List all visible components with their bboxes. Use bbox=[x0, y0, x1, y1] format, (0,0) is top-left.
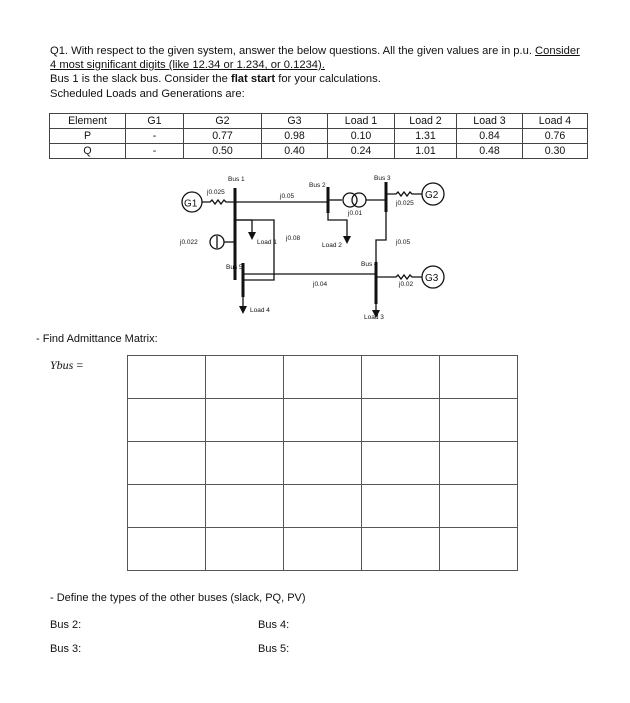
matrix-cell[interactable] bbox=[362, 442, 440, 485]
bus-4-type-label: Bus 4: bbox=[258, 619, 290, 631]
transformer-winding-2 bbox=[352, 193, 366, 207]
schedule-table bbox=[49, 113, 588, 159]
matrix-cell[interactable] bbox=[362, 528, 440, 571]
matrix-cell[interactable] bbox=[128, 485, 206, 528]
table-header: G3 bbox=[262, 114, 328, 129]
question-line-1-text: Q1. With respect to the given system, answer the below questions. All the given values are in p.u. bbox=[50, 45, 536, 57]
table-cell: 0.50 bbox=[184, 144, 262, 159]
matrix-cell[interactable] bbox=[362, 399, 440, 442]
schedule-row-p bbox=[50, 129, 588, 144]
g1-label: G1 bbox=[184, 198, 198, 210]
load-3-label: Load 3 bbox=[364, 314, 384, 320]
table-cell: 0.77 bbox=[184, 129, 262, 144]
matrix-cell[interactable] bbox=[440, 485, 518, 528]
g3-label: G3 bbox=[425, 273, 439, 284]
z-g2-label: j0.025 bbox=[396, 200, 414, 207]
z-g3-label: j0.02 bbox=[399, 281, 414, 288]
matrix-cell[interactable] bbox=[206, 399, 284, 442]
find-admittance-label: - Find Admittance Matrix: bbox=[36, 333, 158, 345]
table-cell: 0.98 bbox=[262, 129, 328, 144]
question-line-3 bbox=[50, 72, 381, 86]
bus-1-label: Bus 1 bbox=[228, 176, 245, 183]
matrix-row bbox=[128, 356, 518, 399]
question-line-1 bbox=[50, 44, 580, 58]
matrix-cell[interactable] bbox=[128, 399, 206, 442]
ybus-matrix-grid bbox=[127, 355, 518, 571]
matrix-cell[interactable] bbox=[362, 485, 440, 528]
bus-3-type-label: Bus 3: bbox=[50, 643, 82, 655]
matrix-cell[interactable] bbox=[440, 356, 518, 399]
matrix-cell[interactable] bbox=[284, 356, 362, 399]
matrix-row bbox=[128, 442, 518, 485]
line-bus1-bus5 bbox=[235, 220, 274, 280]
table-cell: 1.01 bbox=[395, 144, 457, 159]
g1-reactance-symbol bbox=[202, 200, 235, 204]
load-2-label: Load 2 bbox=[322, 242, 342, 249]
matrix-cell[interactable] bbox=[440, 442, 518, 485]
one-line-diagram bbox=[170, 170, 470, 320]
question-line-4: Scheduled Loads and Generations are: bbox=[50, 88, 245, 100]
matrix-cell[interactable] bbox=[362, 356, 440, 399]
table-cell: 1.31 bbox=[395, 129, 457, 144]
bus-3-label: Bus 3 bbox=[374, 175, 391, 182]
z-transformer-label: j0.01 bbox=[348, 210, 363, 217]
table-header: G1 bbox=[126, 114, 184, 129]
bus-5-type-label: Bus 5: bbox=[258, 643, 290, 655]
define-types-label: - Define the types of the other buses (slack, PQ, PV) bbox=[50, 592, 306, 604]
table-cell: - bbox=[126, 144, 184, 159]
z-bus1-bus2-label: j0.05 bbox=[280, 193, 295, 200]
line-bus3-bus4 bbox=[376, 212, 386, 265]
matrix-cell[interactable] bbox=[206, 528, 284, 571]
schedule-row-q bbox=[50, 144, 588, 159]
table-cell: 0.84 bbox=[457, 129, 523, 144]
table-cell: 0.10 bbox=[328, 129, 395, 144]
matrix-cell[interactable] bbox=[206, 485, 284, 528]
matrix-cell[interactable] bbox=[284, 528, 362, 571]
matrix-cell[interactable] bbox=[440, 399, 518, 442]
z-bus5-bus4-label: j0.04 bbox=[313, 281, 328, 288]
matrix-cell[interactable] bbox=[284, 399, 362, 442]
matrix-row bbox=[128, 485, 518, 528]
question-line-3-bold: flat start bbox=[230, 73, 276, 85]
table-cell: P bbox=[50, 129, 126, 144]
matrix-row bbox=[128, 399, 518, 442]
bus-4-label: Bus 4 bbox=[361, 261, 378, 268]
table-header: Load 4 bbox=[523, 114, 588, 129]
matrix-cell[interactable] bbox=[128, 356, 206, 399]
table-header: Load 1 bbox=[328, 114, 395, 129]
z-bus1-bus5-label: j0.08 bbox=[286, 235, 301, 242]
matrix-cell[interactable] bbox=[284, 442, 362, 485]
ybus-equals: = bbox=[73, 358, 84, 372]
g2-reactance-symbol bbox=[386, 192, 422, 196]
bus-2-type-label: Bus 2: bbox=[50, 619, 82, 631]
table-cell: 0.24 bbox=[328, 144, 395, 159]
ybus-label bbox=[50, 358, 83, 373]
table-cell: Q bbox=[50, 144, 126, 159]
g2-label: G2 bbox=[425, 190, 439, 201]
table-header: Element bbox=[50, 114, 126, 129]
matrix-row bbox=[128, 528, 518, 571]
schedule-header-row bbox=[50, 114, 588, 129]
table-header: G2 bbox=[184, 114, 262, 129]
load-4-arrow bbox=[239, 306, 247, 314]
question-line-3-suffix: for your calculations. bbox=[275, 73, 381, 85]
table-cell: 0.76 bbox=[523, 129, 588, 144]
table-cell: 0.40 bbox=[262, 144, 328, 159]
matrix-cell[interactable] bbox=[440, 528, 518, 571]
load-4-label: Load 4 bbox=[250, 307, 270, 314]
matrix-cell[interactable] bbox=[284, 485, 362, 528]
matrix-cell[interactable] bbox=[128, 442, 206, 485]
ybus-symbol: Ybus bbox=[50, 358, 74, 372]
question-line-1-underlined: Consider bbox=[535, 45, 580, 57]
table-header: Load 2 bbox=[395, 114, 457, 129]
table-header: Load 3 bbox=[457, 114, 523, 129]
matrix-cell[interactable] bbox=[128, 528, 206, 571]
z-shunt-label: j0.022 bbox=[180, 239, 198, 246]
table-cell: 0.48 bbox=[457, 144, 523, 159]
question-line-2: 4 most significant digits (like 12.34 or 1.234, or 0.1234). bbox=[50, 59, 325, 71]
z-bus3-bus4-label: j0.05 bbox=[396, 239, 411, 246]
table-cell: 0.30 bbox=[523, 144, 588, 159]
z-g1-label: j0.025 bbox=[207, 189, 225, 196]
load-2-arrow bbox=[343, 236, 351, 244]
table-cell: - bbox=[126, 129, 184, 144]
matrix-cell[interactable] bbox=[206, 356, 284, 399]
g3-reactance-symbol bbox=[376, 275, 422, 279]
bus-5-label: Bus 5 bbox=[226, 264, 243, 271]
load-1-label: Load 1 bbox=[257, 239, 277, 246]
matrix-cell[interactable] bbox=[206, 442, 284, 485]
load-1-arrow bbox=[248, 232, 256, 240]
line-bus2-load2 bbox=[328, 213, 347, 236]
question-line-3-prefix: Bus 1 is the slack bus. Consider the bbox=[50, 73, 231, 85]
bus-2-label: Bus 2 bbox=[309, 182, 326, 189]
